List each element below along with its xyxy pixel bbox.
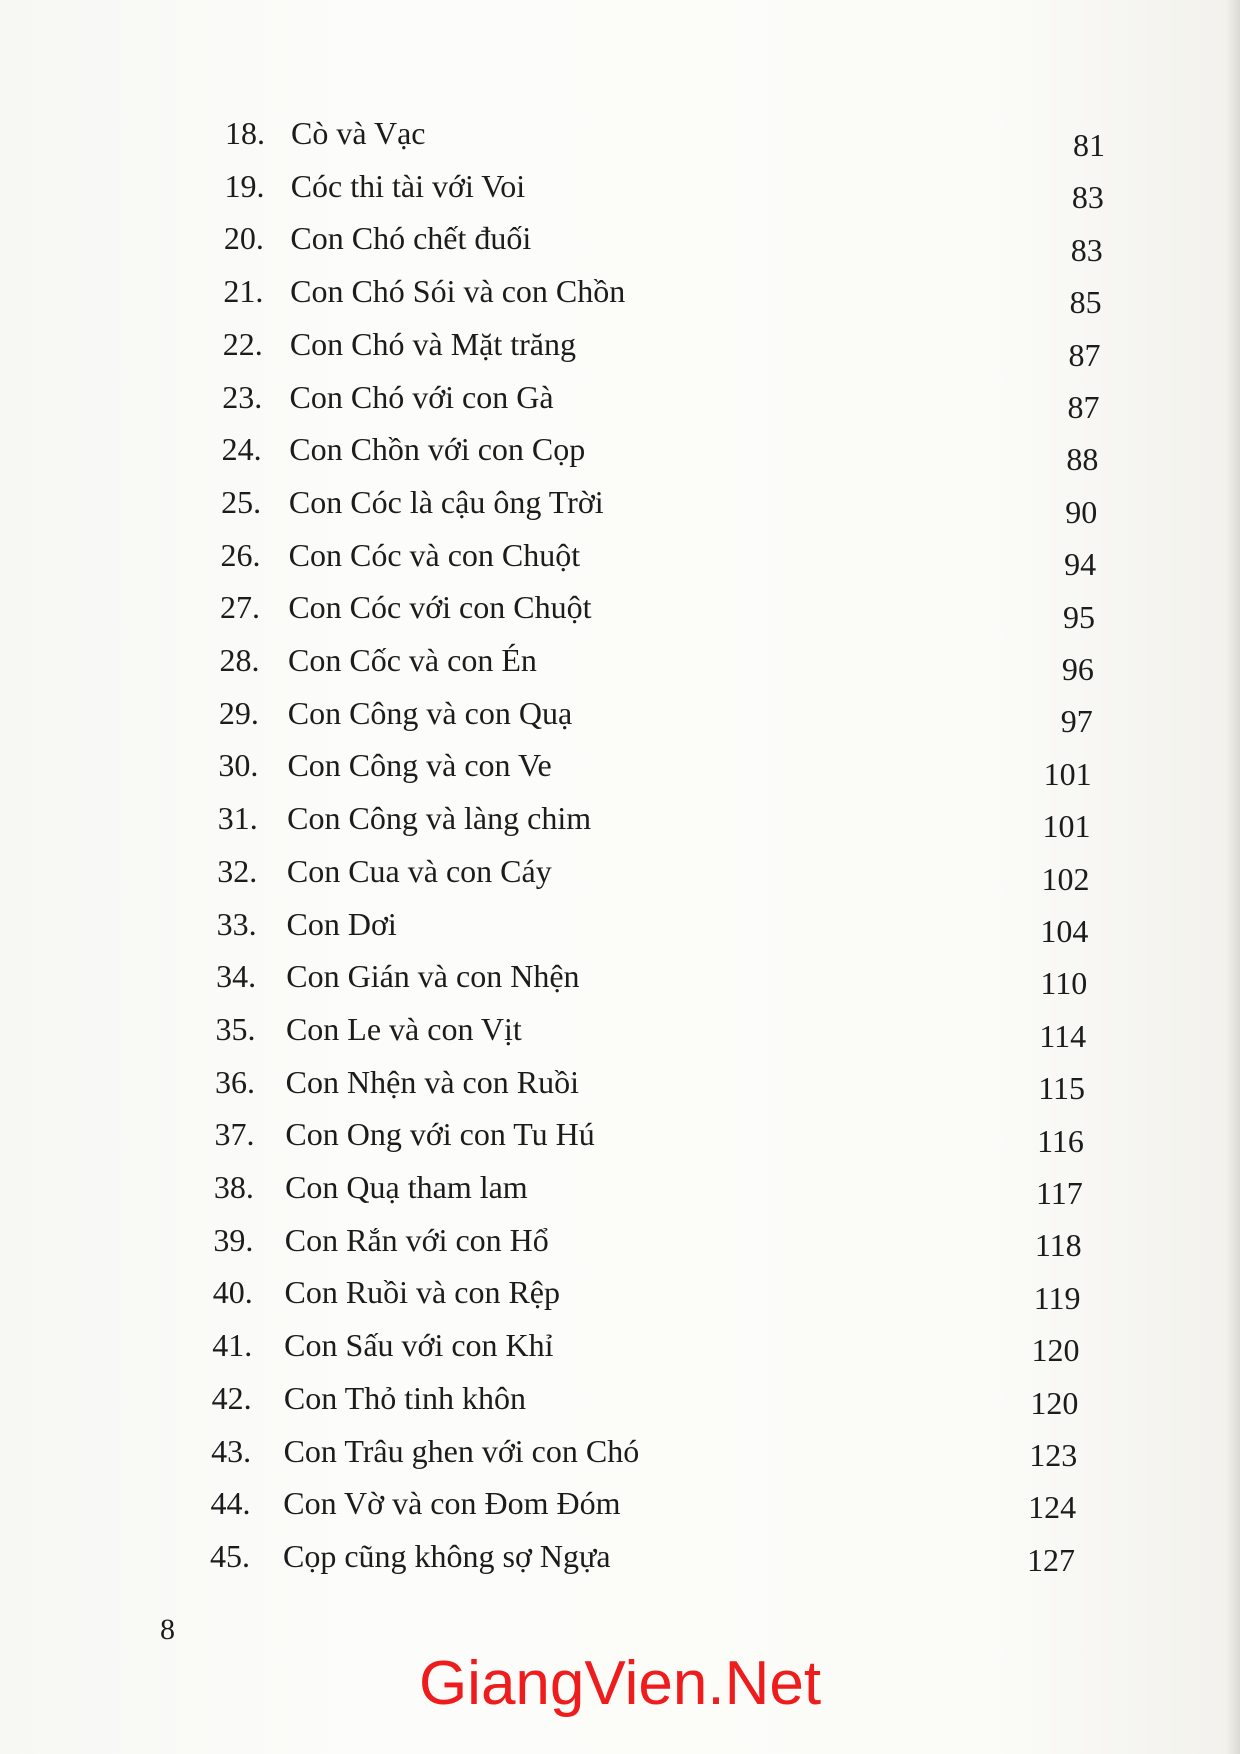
entry-number: 18. — [225, 115, 265, 151]
toc-entry — [0, 1536, 1240, 1576]
page-number: 8 — [160, 1613, 175, 1646]
entry-page-number: 114 — [1039, 1017, 1087, 1054]
entry-page-number: 101 — [1043, 755, 1092, 792]
entry-page-number: 120 — [1031, 1332, 1080, 1369]
toc-entry — [0, 1220, 1240, 1264]
entry-number: 31. — [217, 800, 258, 837]
entry-page-number: 88 — [1066, 441, 1099, 478]
entry-title: Con Dơi — [286, 905, 397, 942]
toc-entry — [0, 1114, 1240, 1159]
toc-entry — [0, 535, 1240, 583]
toc-entry — [0, 218, 1240, 268]
entry-page-number: 90 — [1065, 493, 1098, 530]
entry-page-number: 85 — [1069, 284, 1102, 321]
toc-entry — [0, 1378, 1240, 1421]
toc-entry — [0, 904, 1240, 950]
toc-entry — [0, 1167, 1240, 1212]
entry-title: Con Cóc với con Chuột — [288, 589, 592, 626]
entry-title: Con Chó và Mặt trăng — [289, 325, 576, 362]
toc-entry — [0, 1325, 1240, 1369]
entry-page-number: 115 — [1038, 1070, 1085, 1107]
entry-number: 19. — [224, 167, 265, 204]
entry-number: 21. — [223, 273, 264, 310]
entry-title: Con Sấu với con Khỉ — [284, 1327, 554, 1364]
entry-number: 26. — [220, 536, 261, 573]
entry-page-number: 124 — [1028, 1489, 1077, 1526]
entry-title: Con Cốc và con Én — [288, 642, 537, 678]
entry-number: 41. — [212, 1327, 253, 1364]
entry-title: Cò và Vạc — [291, 115, 426, 151]
entry-page-number: 119 — [1033, 1279, 1081, 1316]
entry-number: 37. — [214, 1116, 255, 1153]
entry-title: Con Công và con Quạ — [287, 694, 573, 731]
entry-title: Con Trâu ghen với con Chó — [283, 1432, 640, 1469]
entry-number: 25. — [221, 483, 262, 520]
entry-title: Con Chó với con Gà — [289, 378, 554, 415]
entry-title: Cọp cũng không sợ Ngựa — [283, 1537, 611, 1574]
toc-entry — [0, 798, 1240, 845]
entry-number: 39. — [213, 1221, 254, 1258]
entry-number: 38. — [213, 1169, 254, 1205]
entry-title: Cóc thi tài với Voi — [290, 167, 526, 204]
toc-entry — [0, 429, 1240, 478]
entry-number: 27. — [220, 589, 260, 626]
toc-entry — [0, 113, 1240, 163]
entry-page-number: 102 — [1041, 860, 1090, 897]
entry-page-number: 101 — [1042, 808, 1091, 845]
toc-entry — [0, 851, 1240, 897]
entry-number: 35. — [215, 1010, 256, 1047]
entry-number: 30. — [218, 747, 259, 784]
entry-number: 33. — [216, 905, 257, 942]
toc-entry — [0, 693, 1240, 740]
entry-title: Con Gián và con Nhện — [286, 958, 580, 995]
toc-entry — [0, 1009, 1240, 1054]
entry-page-number: 83 — [1070, 231, 1103, 268]
entry-title: Con Nhện và con Ruồi — [285, 1063, 579, 1100]
entry-page-number: 118 — [1034, 1227, 1082, 1264]
entry-number: 43. — [211, 1432, 252, 1469]
entry-number: 45. — [210, 1537, 250, 1574]
entry-title: Con Le và con Vịt — [285, 1010, 522, 1047]
toc-entry — [0, 271, 1240, 321]
entry-title: Con Quạ tham lam — [285, 1169, 528, 1205]
entry-title: Con Chó chết đuối — [290, 220, 532, 257]
entry-title: Con Cóc là cậu ông Trời — [288, 483, 604, 520]
entry-title: Con Cua và con Cáy — [286, 852, 552, 889]
entry-page-number: 117 — [1035, 1175, 1083, 1212]
toc-entry — [0, 377, 1240, 426]
entry-number: 22. — [222, 325, 263, 362]
entry-title: Con Rắn với con Hổ — [284, 1221, 549, 1258]
entry-title: Con Thỏ tinh khôn — [283, 1379, 526, 1416]
toc-entry — [0, 166, 1240, 216]
entry-page-number: 127 — [1027, 1541, 1075, 1578]
toc-entry — [0, 587, 1240, 635]
entry-number: 24. — [221, 431, 262, 468]
entry-number: 40. — [212, 1274, 253, 1311]
toc-entry — [0, 1431, 1240, 1474]
entry-title: Con Ong với con Tu Hú — [285, 1116, 595, 1153]
entry-title: Con Vờ và con Đom Đóm — [283, 1485, 621, 1522]
entry-title: Con Công và làng chim — [287, 800, 592, 837]
entry-page-number: 96 — [1061, 651, 1094, 688]
entry-title: Con Chó Sói và con Chồn — [290, 273, 626, 310]
toc-entry — [0, 640, 1240, 688]
entry-number: 28. — [219, 642, 260, 678]
toc-entry — [0, 1272, 1240, 1316]
entry-title: Con Ruồi và con Rệp — [284, 1274, 560, 1311]
entry-page-number: 87 — [1067, 389, 1100, 426]
entry-page-number: 81 — [1073, 127, 1105, 163]
entry-page-number: 110 — [1040, 965, 1088, 1002]
entry-number: 36. — [215, 1063, 255, 1100]
entry-number: 34. — [216, 958, 257, 995]
toc-entry — [0, 745, 1240, 792]
entry-number: 29. — [218, 694, 259, 731]
toc-entry — [0, 1483, 1240, 1526]
entry-page-number: 95 — [1063, 598, 1095, 635]
entry-page-number: 83 — [1071, 179, 1104, 216]
entry-title: Con Công và con Ve — [287, 747, 552, 784]
entry-number: 42. — [211, 1379, 252, 1416]
toc-entry — [0, 956, 1240, 1002]
entry-page-number: 104 — [1040, 913, 1089, 950]
entry-page-number: 120 — [1030, 1384, 1079, 1421]
toc-entry — [0, 324, 1240, 373]
entry-number: 32. — [217, 852, 258, 889]
entry-page-number: 97 — [1060, 703, 1093, 740]
toc-entry — [0, 482, 1240, 530]
entry-title: Con Chồn với con Cọp — [289, 431, 586, 468]
entry-title: Con Cóc và con Chuột — [288, 536, 581, 573]
entry-number: 20. — [223, 220, 264, 257]
entry-page-number: 94 — [1064, 546, 1097, 583]
entry-page-number: 123 — [1029, 1437, 1078, 1474]
entry-number: 23. — [222, 378, 263, 415]
entry-number: 44. — [210, 1485, 251, 1522]
toc-entry — [0, 1062, 1240, 1107]
watermark-text: GiangVien.Net — [418, 1649, 822, 1718]
entry-page-number: 87 — [1068, 336, 1101, 373]
entry-page-number: 116 — [1037, 1122, 1084, 1159]
